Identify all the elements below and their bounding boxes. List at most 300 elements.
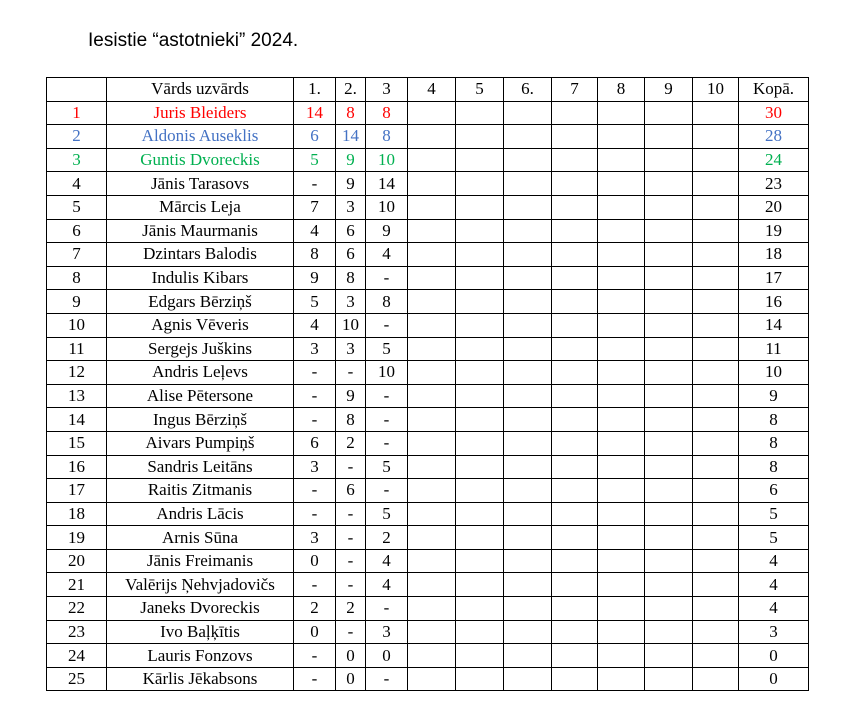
round-7-cell bbox=[552, 455, 598, 479]
round-8-cell bbox=[598, 313, 645, 337]
round-3-cell: - bbox=[366, 313, 408, 337]
round-4-cell bbox=[408, 290, 456, 314]
round-1-cell: 2 bbox=[294, 597, 336, 621]
name-cell: Dzintars Balodis bbox=[107, 243, 294, 267]
round-1-cell: - bbox=[294, 573, 336, 597]
round-7-cell bbox=[552, 361, 598, 385]
round-4-cell bbox=[408, 479, 456, 503]
round-1-cell: 4 bbox=[294, 313, 336, 337]
total-cell: 4 bbox=[739, 597, 809, 621]
round-9-cell bbox=[645, 172, 693, 196]
round-6-cell bbox=[504, 313, 552, 337]
round-10-cell bbox=[693, 361, 739, 385]
name-cell: Aivars Pumpiņš bbox=[107, 431, 294, 455]
total-cell: 20 bbox=[739, 195, 809, 219]
header-cell: 9 bbox=[645, 78, 693, 102]
round-9-cell bbox=[645, 644, 693, 668]
round-2-cell: 2 bbox=[336, 431, 366, 455]
total-cell: 23 bbox=[739, 172, 809, 196]
round-6-cell bbox=[504, 290, 552, 314]
round-1-cell: 3 bbox=[294, 455, 336, 479]
round-6-cell bbox=[504, 125, 552, 149]
round-5-cell bbox=[456, 195, 504, 219]
round-2-cell: - bbox=[336, 361, 366, 385]
round-10-cell bbox=[693, 172, 739, 196]
total-cell: 0 bbox=[739, 644, 809, 668]
header-cell: Kopā. bbox=[739, 78, 809, 102]
round-10-cell bbox=[693, 337, 739, 361]
name-cell: Agnis Vēveris bbox=[107, 313, 294, 337]
total-cell: 9 bbox=[739, 384, 809, 408]
round-6-cell bbox=[504, 384, 552, 408]
rank-cell: 19 bbox=[47, 526, 107, 550]
round-5-cell bbox=[456, 620, 504, 644]
rank-cell: 20 bbox=[47, 549, 107, 573]
round-6-cell bbox=[504, 667, 552, 691]
name-cell: Janeks Dvoreckis bbox=[107, 597, 294, 621]
round-8-cell bbox=[598, 431, 645, 455]
total-cell: 8 bbox=[739, 455, 809, 479]
round-2-cell: 2 bbox=[336, 597, 366, 621]
round-9-cell bbox=[645, 125, 693, 149]
round-1-cell: 0 bbox=[294, 620, 336, 644]
round-6-cell bbox=[504, 243, 552, 267]
round-10-cell bbox=[693, 502, 739, 526]
round-7-cell bbox=[552, 667, 598, 691]
round-3-cell: 4 bbox=[366, 549, 408, 573]
round-8-cell bbox=[598, 243, 645, 267]
round-7-cell bbox=[552, 431, 598, 455]
round-2-cell: 3 bbox=[336, 290, 366, 314]
round-7-cell bbox=[552, 290, 598, 314]
round-4-cell bbox=[408, 313, 456, 337]
round-3-cell: 10 bbox=[366, 361, 408, 385]
total-cell: 8 bbox=[739, 408, 809, 432]
rank-cell: 1 bbox=[47, 101, 107, 125]
table-row bbox=[47, 644, 809, 668]
round-1-cell: - bbox=[294, 361, 336, 385]
round-8-cell bbox=[598, 502, 645, 526]
round-1-cell: - bbox=[294, 408, 336, 432]
name-cell: Aldonis Auseklis bbox=[107, 125, 294, 149]
round-3-cell: 10 bbox=[366, 148, 408, 172]
round-3-cell: 8 bbox=[366, 125, 408, 149]
round-9-cell bbox=[645, 479, 693, 503]
round-10-cell bbox=[693, 408, 739, 432]
rank-cell: 3 bbox=[47, 148, 107, 172]
round-5-cell bbox=[456, 101, 504, 125]
table-row bbox=[47, 125, 809, 149]
rank-cell: 25 bbox=[47, 667, 107, 691]
total-cell: 3 bbox=[739, 620, 809, 644]
round-4-cell bbox=[408, 667, 456, 691]
round-6-cell bbox=[504, 644, 552, 668]
total-cell: 4 bbox=[739, 549, 809, 573]
round-4-cell bbox=[408, 573, 456, 597]
round-5-cell bbox=[456, 644, 504, 668]
round-7-cell bbox=[552, 101, 598, 125]
round-1-cell: 6 bbox=[294, 431, 336, 455]
name-cell: Guntis Dvoreckis bbox=[107, 148, 294, 172]
round-7-cell bbox=[552, 384, 598, 408]
table-row bbox=[47, 620, 809, 644]
round-8-cell bbox=[598, 290, 645, 314]
rank-cell: 14 bbox=[47, 408, 107, 432]
round-7-cell bbox=[552, 597, 598, 621]
total-cell: 17 bbox=[739, 266, 809, 290]
round-5-cell bbox=[456, 219, 504, 243]
total-cell: 4 bbox=[739, 573, 809, 597]
round-9-cell bbox=[645, 455, 693, 479]
round-1-cell: - bbox=[294, 644, 336, 668]
total-cell: 5 bbox=[739, 502, 809, 526]
round-2-cell: 8 bbox=[336, 101, 366, 125]
round-4-cell bbox=[408, 125, 456, 149]
round-6-cell bbox=[504, 266, 552, 290]
round-9-cell bbox=[645, 384, 693, 408]
round-4-cell bbox=[408, 219, 456, 243]
round-6-cell bbox=[504, 148, 552, 172]
rank-cell: 7 bbox=[47, 243, 107, 267]
round-9-cell bbox=[645, 195, 693, 219]
round-2-cell: 8 bbox=[336, 266, 366, 290]
header-cell: 2. bbox=[336, 78, 366, 102]
name-cell: Andris Leļevs bbox=[107, 361, 294, 385]
round-9-cell bbox=[645, 219, 693, 243]
name-cell: Jānis Maurmanis bbox=[107, 219, 294, 243]
round-6-cell bbox=[504, 479, 552, 503]
total-cell: 28 bbox=[739, 125, 809, 149]
round-8-cell bbox=[598, 172, 645, 196]
rank-cell: 4 bbox=[47, 172, 107, 196]
round-9-cell bbox=[645, 526, 693, 550]
total-cell: 6 bbox=[739, 479, 809, 503]
round-6-cell bbox=[504, 219, 552, 243]
name-cell: Arnis Sūna bbox=[107, 526, 294, 550]
round-3-cell: 4 bbox=[366, 243, 408, 267]
table-row bbox=[47, 313, 809, 337]
table-row bbox=[47, 337, 809, 361]
round-6-cell bbox=[504, 361, 552, 385]
round-8-cell bbox=[598, 125, 645, 149]
round-9-cell bbox=[645, 243, 693, 267]
rank-cell: 23 bbox=[47, 620, 107, 644]
rank-cell: 12 bbox=[47, 361, 107, 385]
total-cell: 0 bbox=[739, 667, 809, 691]
round-2-cell: 3 bbox=[336, 337, 366, 361]
round-8-cell bbox=[598, 667, 645, 691]
round-8-cell bbox=[598, 549, 645, 573]
round-7-cell bbox=[552, 195, 598, 219]
round-1-cell: 3 bbox=[294, 337, 336, 361]
round-1-cell: 5 bbox=[294, 290, 336, 314]
round-7-cell bbox=[552, 479, 598, 503]
name-cell: Alise Pētersone bbox=[107, 384, 294, 408]
round-8-cell bbox=[598, 526, 645, 550]
name-cell: Kārlis Jēkabsons bbox=[107, 667, 294, 691]
round-4-cell bbox=[408, 549, 456, 573]
round-2-cell: 6 bbox=[336, 479, 366, 503]
round-10-cell bbox=[693, 101, 739, 125]
name-cell: Raitis Zitmanis bbox=[107, 479, 294, 503]
round-4-cell bbox=[408, 337, 456, 361]
round-9-cell bbox=[645, 337, 693, 361]
round-1-cell: - bbox=[294, 479, 336, 503]
round-7-cell bbox=[552, 526, 598, 550]
round-3-cell: 0 bbox=[366, 644, 408, 668]
round-5-cell bbox=[456, 243, 504, 267]
name-cell: Valērijs Ņehvjadovičs bbox=[107, 573, 294, 597]
name-cell: Juris Bleiders bbox=[107, 101, 294, 125]
round-6-cell bbox=[504, 408, 552, 432]
round-4-cell bbox=[408, 597, 456, 621]
name-cell: Sergejs Juškins bbox=[107, 337, 294, 361]
round-2-cell: 8 bbox=[336, 408, 366, 432]
round-9-cell bbox=[645, 573, 693, 597]
rank-cell: 18 bbox=[47, 502, 107, 526]
round-10-cell bbox=[693, 125, 739, 149]
rank-cell: 5 bbox=[47, 195, 107, 219]
round-2-cell: - bbox=[336, 573, 366, 597]
table-row bbox=[47, 597, 809, 621]
round-7-cell bbox=[552, 620, 598, 644]
round-6-cell bbox=[504, 597, 552, 621]
header-cell: 3 bbox=[366, 78, 408, 102]
round-10-cell bbox=[693, 667, 739, 691]
round-9-cell bbox=[645, 620, 693, 644]
round-8-cell bbox=[598, 644, 645, 668]
round-4-cell bbox=[408, 148, 456, 172]
round-5-cell bbox=[456, 313, 504, 337]
results-body bbox=[47, 101, 809, 691]
round-7-cell bbox=[552, 408, 598, 432]
rank-cell: 11 bbox=[47, 337, 107, 361]
table-row bbox=[47, 526, 809, 550]
round-1-cell: 4 bbox=[294, 219, 336, 243]
header-cell: 8 bbox=[598, 78, 645, 102]
round-6-cell bbox=[504, 620, 552, 644]
round-6-cell bbox=[504, 172, 552, 196]
round-3-cell: - bbox=[366, 384, 408, 408]
page-title: Iesistie “astotnieki” 2024. bbox=[88, 30, 299, 51]
round-10-cell bbox=[693, 243, 739, 267]
round-5-cell bbox=[456, 125, 504, 149]
total-cell: 14 bbox=[739, 313, 809, 337]
name-cell: Ivo Baļķītis bbox=[107, 620, 294, 644]
round-2-cell: 0 bbox=[336, 644, 366, 668]
round-7-cell bbox=[552, 644, 598, 668]
round-2-cell: - bbox=[336, 502, 366, 526]
table-row bbox=[47, 290, 809, 314]
round-10-cell bbox=[693, 620, 739, 644]
round-2-cell: 14 bbox=[336, 125, 366, 149]
round-2-cell: 0 bbox=[336, 667, 366, 691]
round-5-cell bbox=[456, 573, 504, 597]
total-cell: 8 bbox=[739, 431, 809, 455]
round-5-cell bbox=[456, 408, 504, 432]
table-row bbox=[47, 431, 809, 455]
round-8-cell bbox=[598, 361, 645, 385]
round-4-cell bbox=[408, 243, 456, 267]
round-4-cell bbox=[408, 644, 456, 668]
table-row bbox=[47, 195, 809, 219]
table-row bbox=[47, 101, 809, 125]
rank-cell: 8 bbox=[47, 266, 107, 290]
round-6-cell bbox=[504, 526, 552, 550]
table-row bbox=[47, 667, 809, 691]
round-5-cell bbox=[456, 549, 504, 573]
round-6-cell bbox=[504, 337, 552, 361]
round-7-cell bbox=[552, 502, 598, 526]
round-7-cell bbox=[552, 313, 598, 337]
total-cell: 11 bbox=[739, 337, 809, 361]
round-4-cell bbox=[408, 266, 456, 290]
table-row bbox=[47, 172, 809, 196]
round-10-cell bbox=[693, 573, 739, 597]
round-6-cell bbox=[504, 195, 552, 219]
total-cell: 18 bbox=[739, 243, 809, 267]
name-cell: Indulis Kibars bbox=[107, 266, 294, 290]
rank-cell: 17 bbox=[47, 479, 107, 503]
round-7-cell bbox=[552, 148, 598, 172]
round-9-cell bbox=[645, 408, 693, 432]
round-5-cell bbox=[456, 290, 504, 314]
round-5-cell bbox=[456, 502, 504, 526]
round-2-cell: - bbox=[336, 620, 366, 644]
rank-cell: 24 bbox=[47, 644, 107, 668]
table-row bbox=[47, 219, 809, 243]
round-10-cell bbox=[693, 431, 739, 455]
round-3-cell: 8 bbox=[366, 101, 408, 125]
round-8-cell bbox=[598, 384, 645, 408]
header-cell bbox=[47, 78, 107, 102]
round-5-cell bbox=[456, 479, 504, 503]
round-10-cell bbox=[693, 526, 739, 550]
round-8-cell bbox=[598, 266, 645, 290]
name-cell: Ingus Bērziņš bbox=[107, 408, 294, 432]
round-10-cell bbox=[693, 290, 739, 314]
round-7-cell bbox=[552, 172, 598, 196]
round-6-cell bbox=[504, 549, 552, 573]
round-3-cell: 8 bbox=[366, 290, 408, 314]
round-5-cell bbox=[456, 384, 504, 408]
header-cell: 4 bbox=[408, 78, 456, 102]
round-8-cell bbox=[598, 597, 645, 621]
round-1-cell: 0 bbox=[294, 549, 336, 573]
round-6-cell bbox=[504, 573, 552, 597]
round-8-cell bbox=[598, 573, 645, 597]
table-row bbox=[47, 384, 809, 408]
round-1-cell: 14 bbox=[294, 101, 336, 125]
round-4-cell bbox=[408, 526, 456, 550]
round-9-cell bbox=[645, 502, 693, 526]
round-3-cell: 9 bbox=[366, 219, 408, 243]
round-10-cell bbox=[693, 266, 739, 290]
round-9-cell bbox=[645, 667, 693, 691]
round-7-cell bbox=[552, 125, 598, 149]
round-8-cell bbox=[598, 219, 645, 243]
table-row bbox=[47, 549, 809, 573]
round-4-cell bbox=[408, 361, 456, 385]
rank-cell: 6 bbox=[47, 219, 107, 243]
name-cell: Sandris Leitāns bbox=[107, 455, 294, 479]
round-1-cell: 6 bbox=[294, 125, 336, 149]
header-cell: 6. bbox=[504, 78, 552, 102]
round-1-cell: - bbox=[294, 502, 336, 526]
round-3-cell: - bbox=[366, 266, 408, 290]
round-2-cell: - bbox=[336, 455, 366, 479]
round-9-cell bbox=[645, 148, 693, 172]
total-cell: 30 bbox=[739, 101, 809, 125]
round-3-cell: 2 bbox=[366, 526, 408, 550]
round-3-cell: 10 bbox=[366, 195, 408, 219]
header-cell: 5 bbox=[456, 78, 504, 102]
table-row bbox=[47, 408, 809, 432]
round-8-cell bbox=[598, 620, 645, 644]
round-2-cell: 10 bbox=[336, 313, 366, 337]
round-4-cell bbox=[408, 620, 456, 644]
round-4-cell bbox=[408, 384, 456, 408]
round-7-cell bbox=[552, 549, 598, 573]
round-10-cell bbox=[693, 313, 739, 337]
name-cell: Jānis Freimanis bbox=[107, 549, 294, 573]
round-9-cell bbox=[645, 313, 693, 337]
name-cell: Andris Lācis bbox=[107, 502, 294, 526]
round-6-cell bbox=[504, 431, 552, 455]
rank-cell: 10 bbox=[47, 313, 107, 337]
round-8-cell bbox=[598, 479, 645, 503]
round-10-cell bbox=[693, 479, 739, 503]
round-9-cell bbox=[645, 431, 693, 455]
round-10-cell bbox=[693, 195, 739, 219]
rank-cell: 15 bbox=[47, 431, 107, 455]
round-5-cell bbox=[456, 337, 504, 361]
header-cell: 10 bbox=[693, 78, 739, 102]
round-6-cell bbox=[504, 455, 552, 479]
round-6-cell bbox=[504, 101, 552, 125]
table-row bbox=[47, 266, 809, 290]
round-1-cell: 8 bbox=[294, 243, 336, 267]
round-7-cell bbox=[552, 337, 598, 361]
round-4-cell bbox=[408, 455, 456, 479]
round-10-cell bbox=[693, 644, 739, 668]
round-5-cell bbox=[456, 361, 504, 385]
round-10-cell bbox=[693, 148, 739, 172]
round-3-cell: 14 bbox=[366, 172, 408, 196]
round-1-cell: 9 bbox=[294, 266, 336, 290]
round-3-cell: 5 bbox=[366, 455, 408, 479]
name-cell: Jānis Tarasovs bbox=[107, 172, 294, 196]
round-2-cell: - bbox=[336, 526, 366, 550]
round-2-cell: 9 bbox=[336, 148, 366, 172]
round-8-cell bbox=[598, 455, 645, 479]
rank-cell: 13 bbox=[47, 384, 107, 408]
round-2-cell: 6 bbox=[336, 219, 366, 243]
round-8-cell bbox=[598, 195, 645, 219]
table-row bbox=[47, 148, 809, 172]
table-row bbox=[47, 479, 809, 503]
total-cell: 10 bbox=[739, 361, 809, 385]
round-6-cell bbox=[504, 502, 552, 526]
round-1-cell: 5 bbox=[294, 148, 336, 172]
round-3-cell: 5 bbox=[366, 337, 408, 361]
round-1-cell: 3 bbox=[294, 526, 336, 550]
rank-cell: 22 bbox=[47, 597, 107, 621]
round-7-cell bbox=[552, 573, 598, 597]
round-8-cell bbox=[598, 408, 645, 432]
header-row bbox=[47, 78, 809, 102]
rank-cell: 2 bbox=[47, 125, 107, 149]
